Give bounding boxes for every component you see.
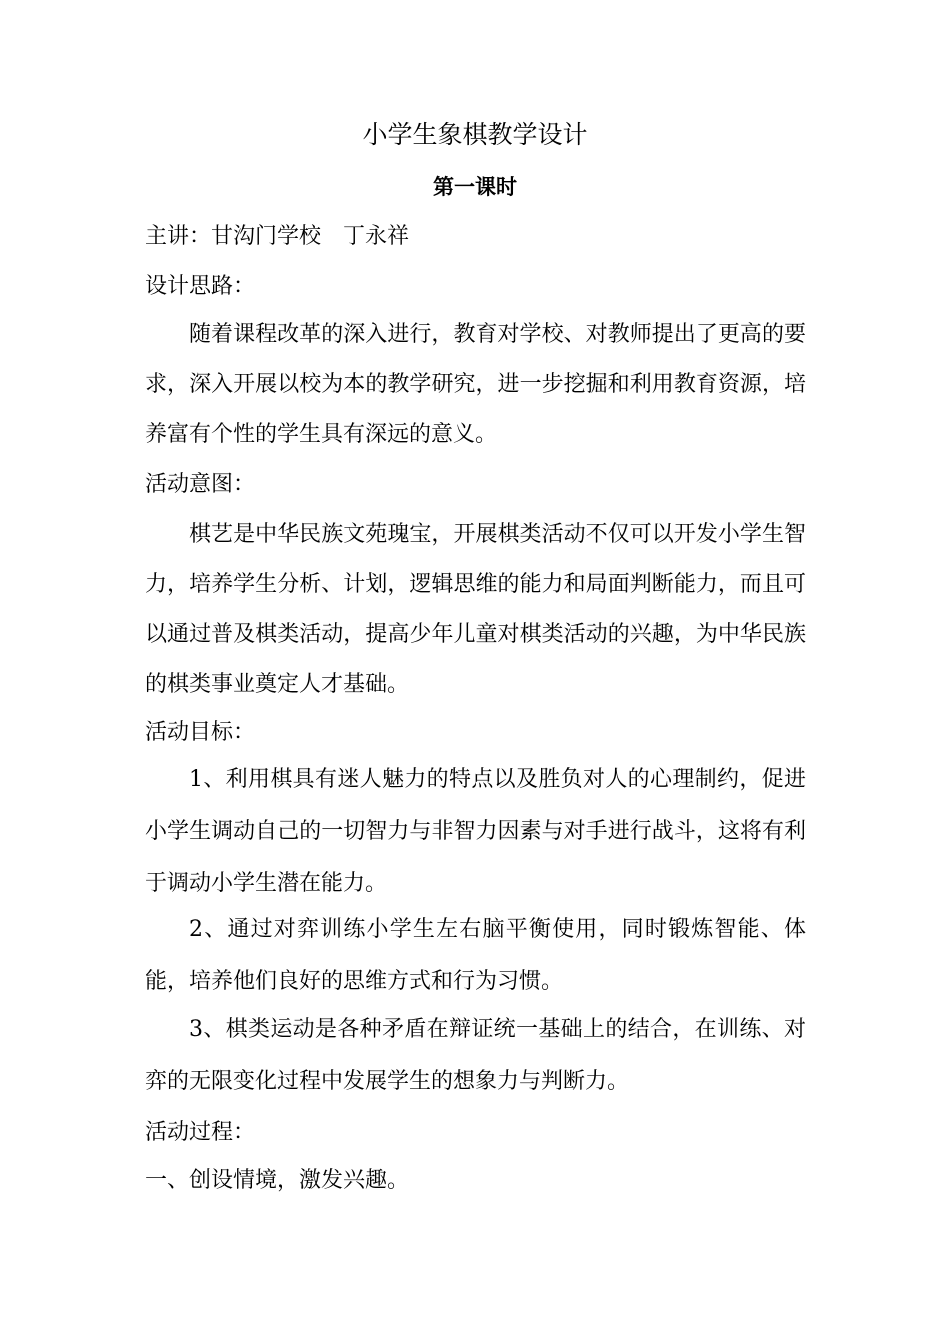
- process-step-1: 一、创设情境，激发兴趣。: [145, 1168, 410, 1193]
- document-title: 小学生象棋教学设计: [362, 120, 588, 149]
- goal-item-1: 1、利用棋具有迷人魅力的特点以及胜负对人的心理制约，促进小学生调动自己的一切智力与非智力因素与对手进行战斗，这将有利于调动小学生潜在能力。: [145, 767, 806, 896]
- design-paragraph: 随着课程改革的深入进行，教育对学校、对教师提出了更高的要求，深入开展以校为本的教学研究，进一步挖掘和利用教育资源，培养富有个性的学生具有深远的意义。: [145, 322, 806, 447]
- goals-heading: 活动目标：: [145, 720, 256, 745]
- design-heading: 设计思路：: [145, 274, 256, 299]
- intent-heading: 活动意图：: [145, 472, 256, 497]
- goal-item-2: 2、通过对弈训练小学生左右脑平衡使用，同时锻炼智能、体能，培养他们良好的思维方式和行为习惯。: [145, 917, 806, 994]
- goal-item-3: 3、棋类运动是各种矛盾在辩证统一基础上的结合，在训练、对弈的无限变化过程中发展学生的想象力与判断力。: [145, 1017, 806, 1094]
- process-heading: 活动过程：: [145, 1120, 256, 1145]
- lesson-subtitle: 第一课时: [433, 175, 517, 199]
- presenter-line: 主讲：甘沟门学校 丁永祥: [145, 224, 410, 249]
- intent-paragraph: 棋艺是中华民族文苑瑰宝，开展棋类活动不仅可以开发小学生智力，培养学生分析、计划，逻辑思维的能力和局面判断能力，而且可以通过普及棋类活动，提高少年儿童对棋类活动的兴趣，为中华民族的棋类事业奠定人才基础。: [145, 522, 806, 697]
